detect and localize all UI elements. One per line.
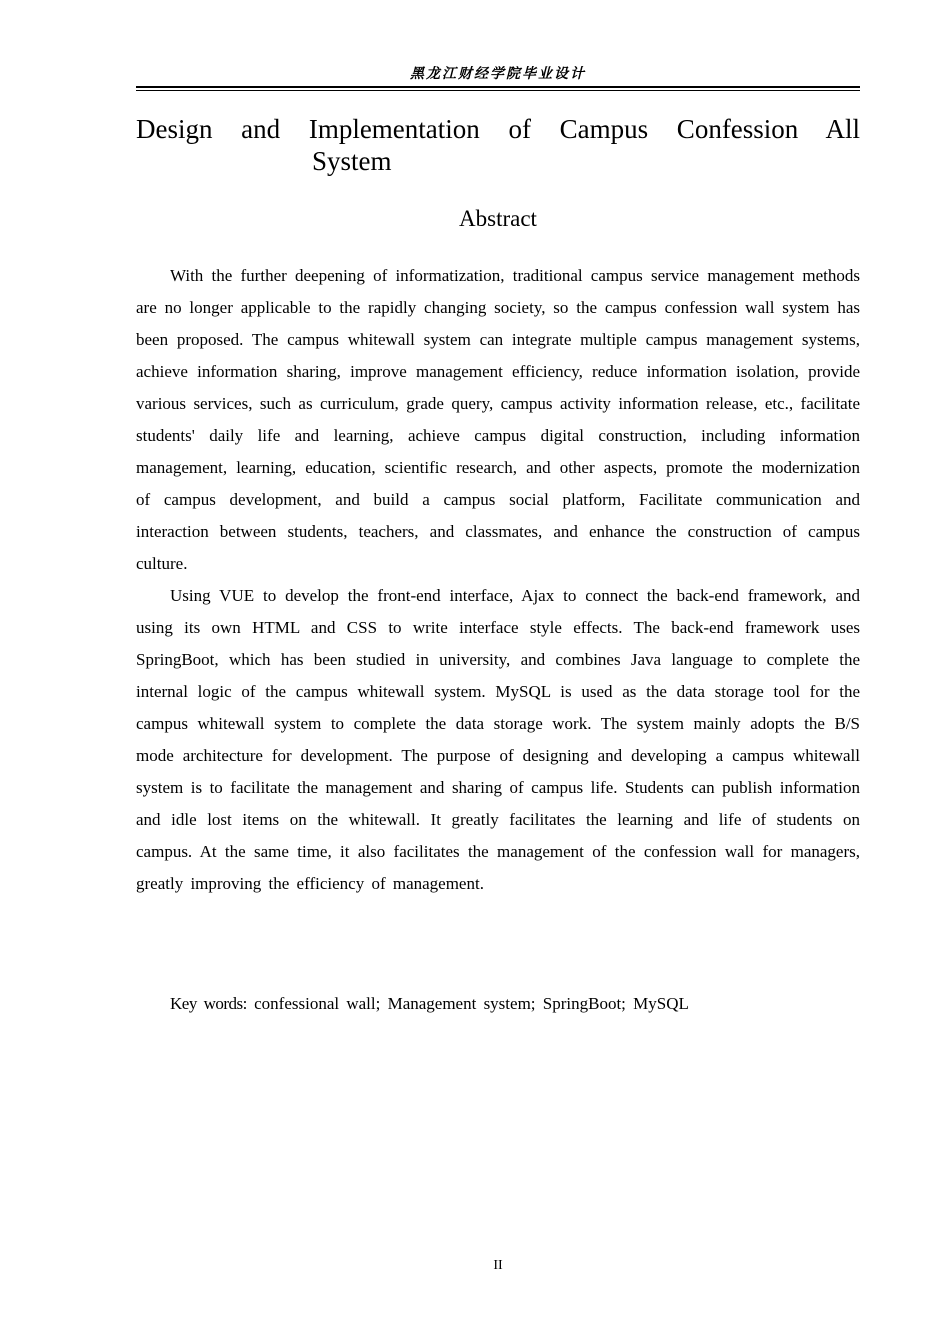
abstract-paragraph-2: Using VUE to develop the front-end interface, Ajax to connect the back-end framework, and using its own HTML and CSS to write interface style effects. The back-end framework uses SpringBoot, which has been studied in university, and combines Java language to complete the internal logic of the campus whitewall system. MySQL is used as the data storage tool for the campus whitewall system to complete the data storage work. The system mainly adopts the B/S mode architecture for development. The purpose of designing and developing a campus whitewall system is to facilitate the management and sharing of campus life. Students can publish information and idle lost items on the whitewall. It greatly facilitates the learning and life of students on campus. At the same time, it also facilitates the management of the confession wall for managers, greatly improving the efficiency of management.	[136, 586, 860, 893]
page-number: II	[493, 1258, 503, 1273]
keywords-value: confessional wall; Management system; SpringBoot; MySQL	[254, 994, 689, 1013]
header-rule-thin	[136, 90, 860, 91]
abstract-heading: Abstract	[459, 206, 537, 231]
title-line-2: System	[312, 146, 392, 176]
keywords-line	[170, 988, 860, 1020]
abstract-paragraph-1: With the further deepening of informatization, traditional campus service management methods are no longer applicable to the rapidly changing society, so the campus confession wall system has been proposed. The campus whitewall system can integrate multiple campus management systems, achieve information sharing, improve management efficiency, reduce information isolation, provide various services, such as curriculum, grade query, campus activity information release, etc., facilitate students' daily life and learning, achieve campus digital construction, including information management, learning, education, scientific research, and other aspects, promote the modernization of campus development, and build a campus social platform, Facilitate communication and interaction between students, teachers, and classmates, and enhance the construction of campus culture.	[136, 266, 860, 573]
document-title	[136, 113, 860, 177]
running-header: 黑龙江财经学院毕业设计	[410, 66, 586, 82]
abstract-body	[136, 260, 860, 900]
keywords-label: Key words:	[170, 994, 247, 1013]
header-rule	[136, 86, 860, 88]
title-line-1: Design and Implementation of Campus Confession All	[136, 114, 860, 144]
